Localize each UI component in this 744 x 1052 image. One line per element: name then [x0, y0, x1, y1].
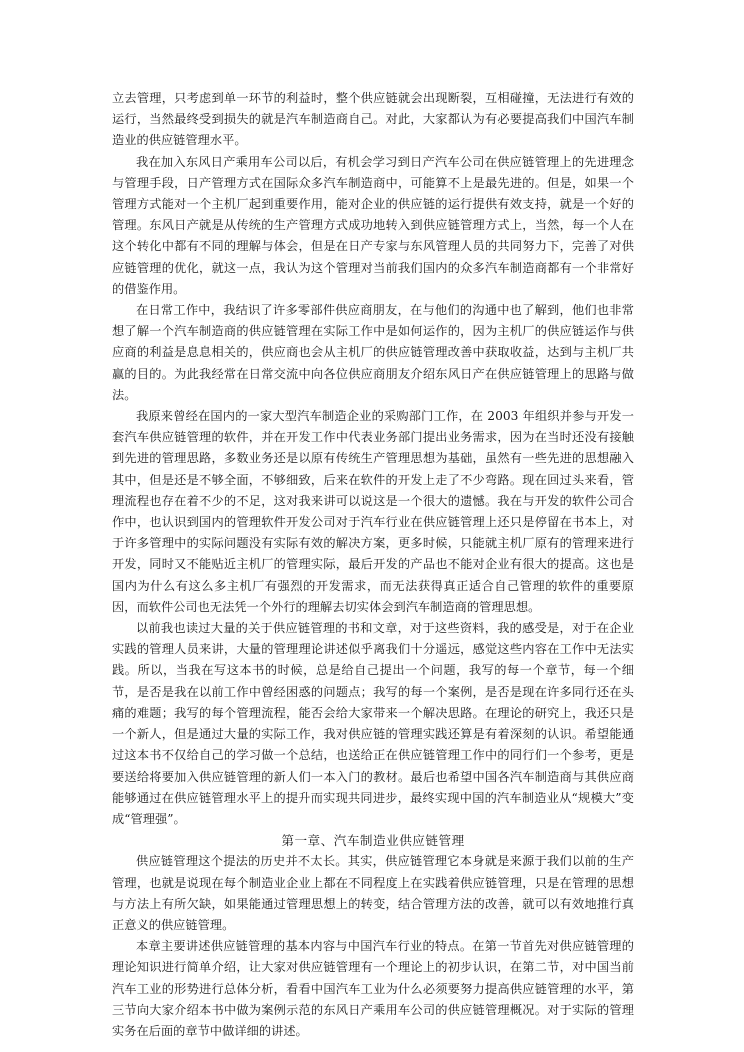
paragraph-dongfeng-nissan: 我在加入东风日产乘用车公司以后，有机会学习到日产汽车公司在供应链管理上的先进理念与管理手段，日产管理方式在国际众多汽车制造商中，可能算不上是最先进的。但是，如果一个管理方式能对一个主机厂起到重要作用，能对企业的供应链的运行提供有效支持，就是一个好的管理。东风日产就是从传统的生产管理方式成功地转入到供应链管理方式上，当然，每一个人在这个转化中都有不同的理解与体会，但是在日产专家与东风管理人员的共同努力下，完善了对供应链管理的优化，就这一点，我认为这个管理对当前我们国内的众多汽车制造商都有一个非常好的借鉴作用。	[112, 154, 634, 296]
paragraph-intro-continued: 立去管理，只考虑到单一环节的利益时，整个供应链就会出现断裂，互相碰撞，无法进行有效的运行，当然最终受到损失的就是汽车制造商自己。对此，大家都认为有必要提高我们中国汽车制造业的供应链管理水平。	[112, 91, 634, 148]
document-page	[112, 88, 634, 1042]
paragraph-chapter-outline: 本章主要讲述供应链管理的基本内容与中国汽车行业的特点。在第一节首先对供应链管理的理论知识进行简单介绍，让大家对供应链管理有一个理论上的初步认识，在第二节，对中国当前汽车工业的形势进行总体分析，看看中国汽车工业为什么必须要努力提高供应链管理的水平，第三节向大家介绍本书中做为案例示范的东风日产乘用车公司的供应链管理概况。对于实际的管理实务在后面的章节中做详细的讲述。	[112, 939, 634, 1038]
chapter-title: 第一章、汽车制造业供应链管理	[281, 833, 465, 849]
paragraph-book-purpose: 以前我也读过大量的关于供应链管理的书和文章，对于这些资料，我的感受是，对于在企业实践的管理人员来讲，大量的管理理论讲述似乎离我们十分遥远，感觉这些内容在工作中无法实践。所以，当我在写这本书的时候，总是给自己提出一个问题，我写的每一个章节，每一个细节，是否是我在以前工作中曾经困惑的问题点；我写的每一个案例，是否是现在许多同行还在头痛的难题；我写的每个管理流程，能否会给大家带来一个解决思路。在理论的研究上，我还只是一个新人，但是通过大量的实际工作，我对供应链的管理实践还算是有着深刻的认识。希望能通过这本书不仅给自己的学习做一个总结，也送给正在供应链管理工作中的同行们一个参考，更是要送给将要加入供应链管理的新人们一本入门的教材。最后也希望中国各汽车制造商与其供应商能够通过在供应链管理水平上的提升而实现共同进步，最终实现中国的汽车制造业从“规模大”变成“管理强”。	[112, 621, 634, 826]
paragraph-supplier-friends: 在日常工作中，我结识了许多零部件供应商朋友，在与他们的沟通中也了解到，他们也非常想了解一个汽车制造商的供应链管理在实际工作中是如何运作的，因为主机厂的供应链运作与供应商的利益是息息相关的，供应商也会从主机厂的供应链管理改善中获取收益，达到与主机厂共赢的目的。为此我经常在日常交流中向各位供应商朋友介绍东风日产在供应链管理上的思路与做法。	[112, 303, 634, 402]
paragraph-chapter-intro: 供应链管理这个提法的历史并不太长。其实，供应链管理它本身就是来源于我们以前的生产管理，也就是说现在每个制造业企业上都在不同程度上在实践着供应链管理，只是在管理的思想与方法上有所欠缺，如果能通过管理思想上的转变，结合管理方法的改善，就可以有效地推行真正意义的供应链管理。	[112, 854, 634, 932]
paragraph-software-development: 我原来曾经在国内的一家大型汽车制造企业的采购部门工作，在 2003 年组织并参与开发一套汽车供应链管理的软件，并在开发工作中代表业务部门提出业务需求，因为在当时还没有接触到先进的管理思路，多数业务还是以原有传统生产管理思想为基础，虽然有一些先进的思想融入其中，但是还是不够全面，不够细致，后来在软件的开发上走了不少弯路。现在回过头来看，管理流程也存在着不少的不足，这对我来讲可以说这是一个很大的遗憾。我在与开发的软件公司合作中，也认识到国内的管理软件开发公司对于汽车行业在供应链管理上还只是停留在书本上，对于许多管理中的实际问题没有实际有效的解决方案，更多时候，只能就主机厂原有的管理来进行开发，同时又不能贴近主机厂的管理实际，最后开发的产品也不能对企业有很大的提高。这也是国内为什么有这么多主机厂有强烈的开发需求，而无法获得真正适合自己管理的软件的重要原因，而软件公司也无法凭一个外行的理解去切实体会到汽车制造商的管理思想。	[112, 409, 634, 614]
